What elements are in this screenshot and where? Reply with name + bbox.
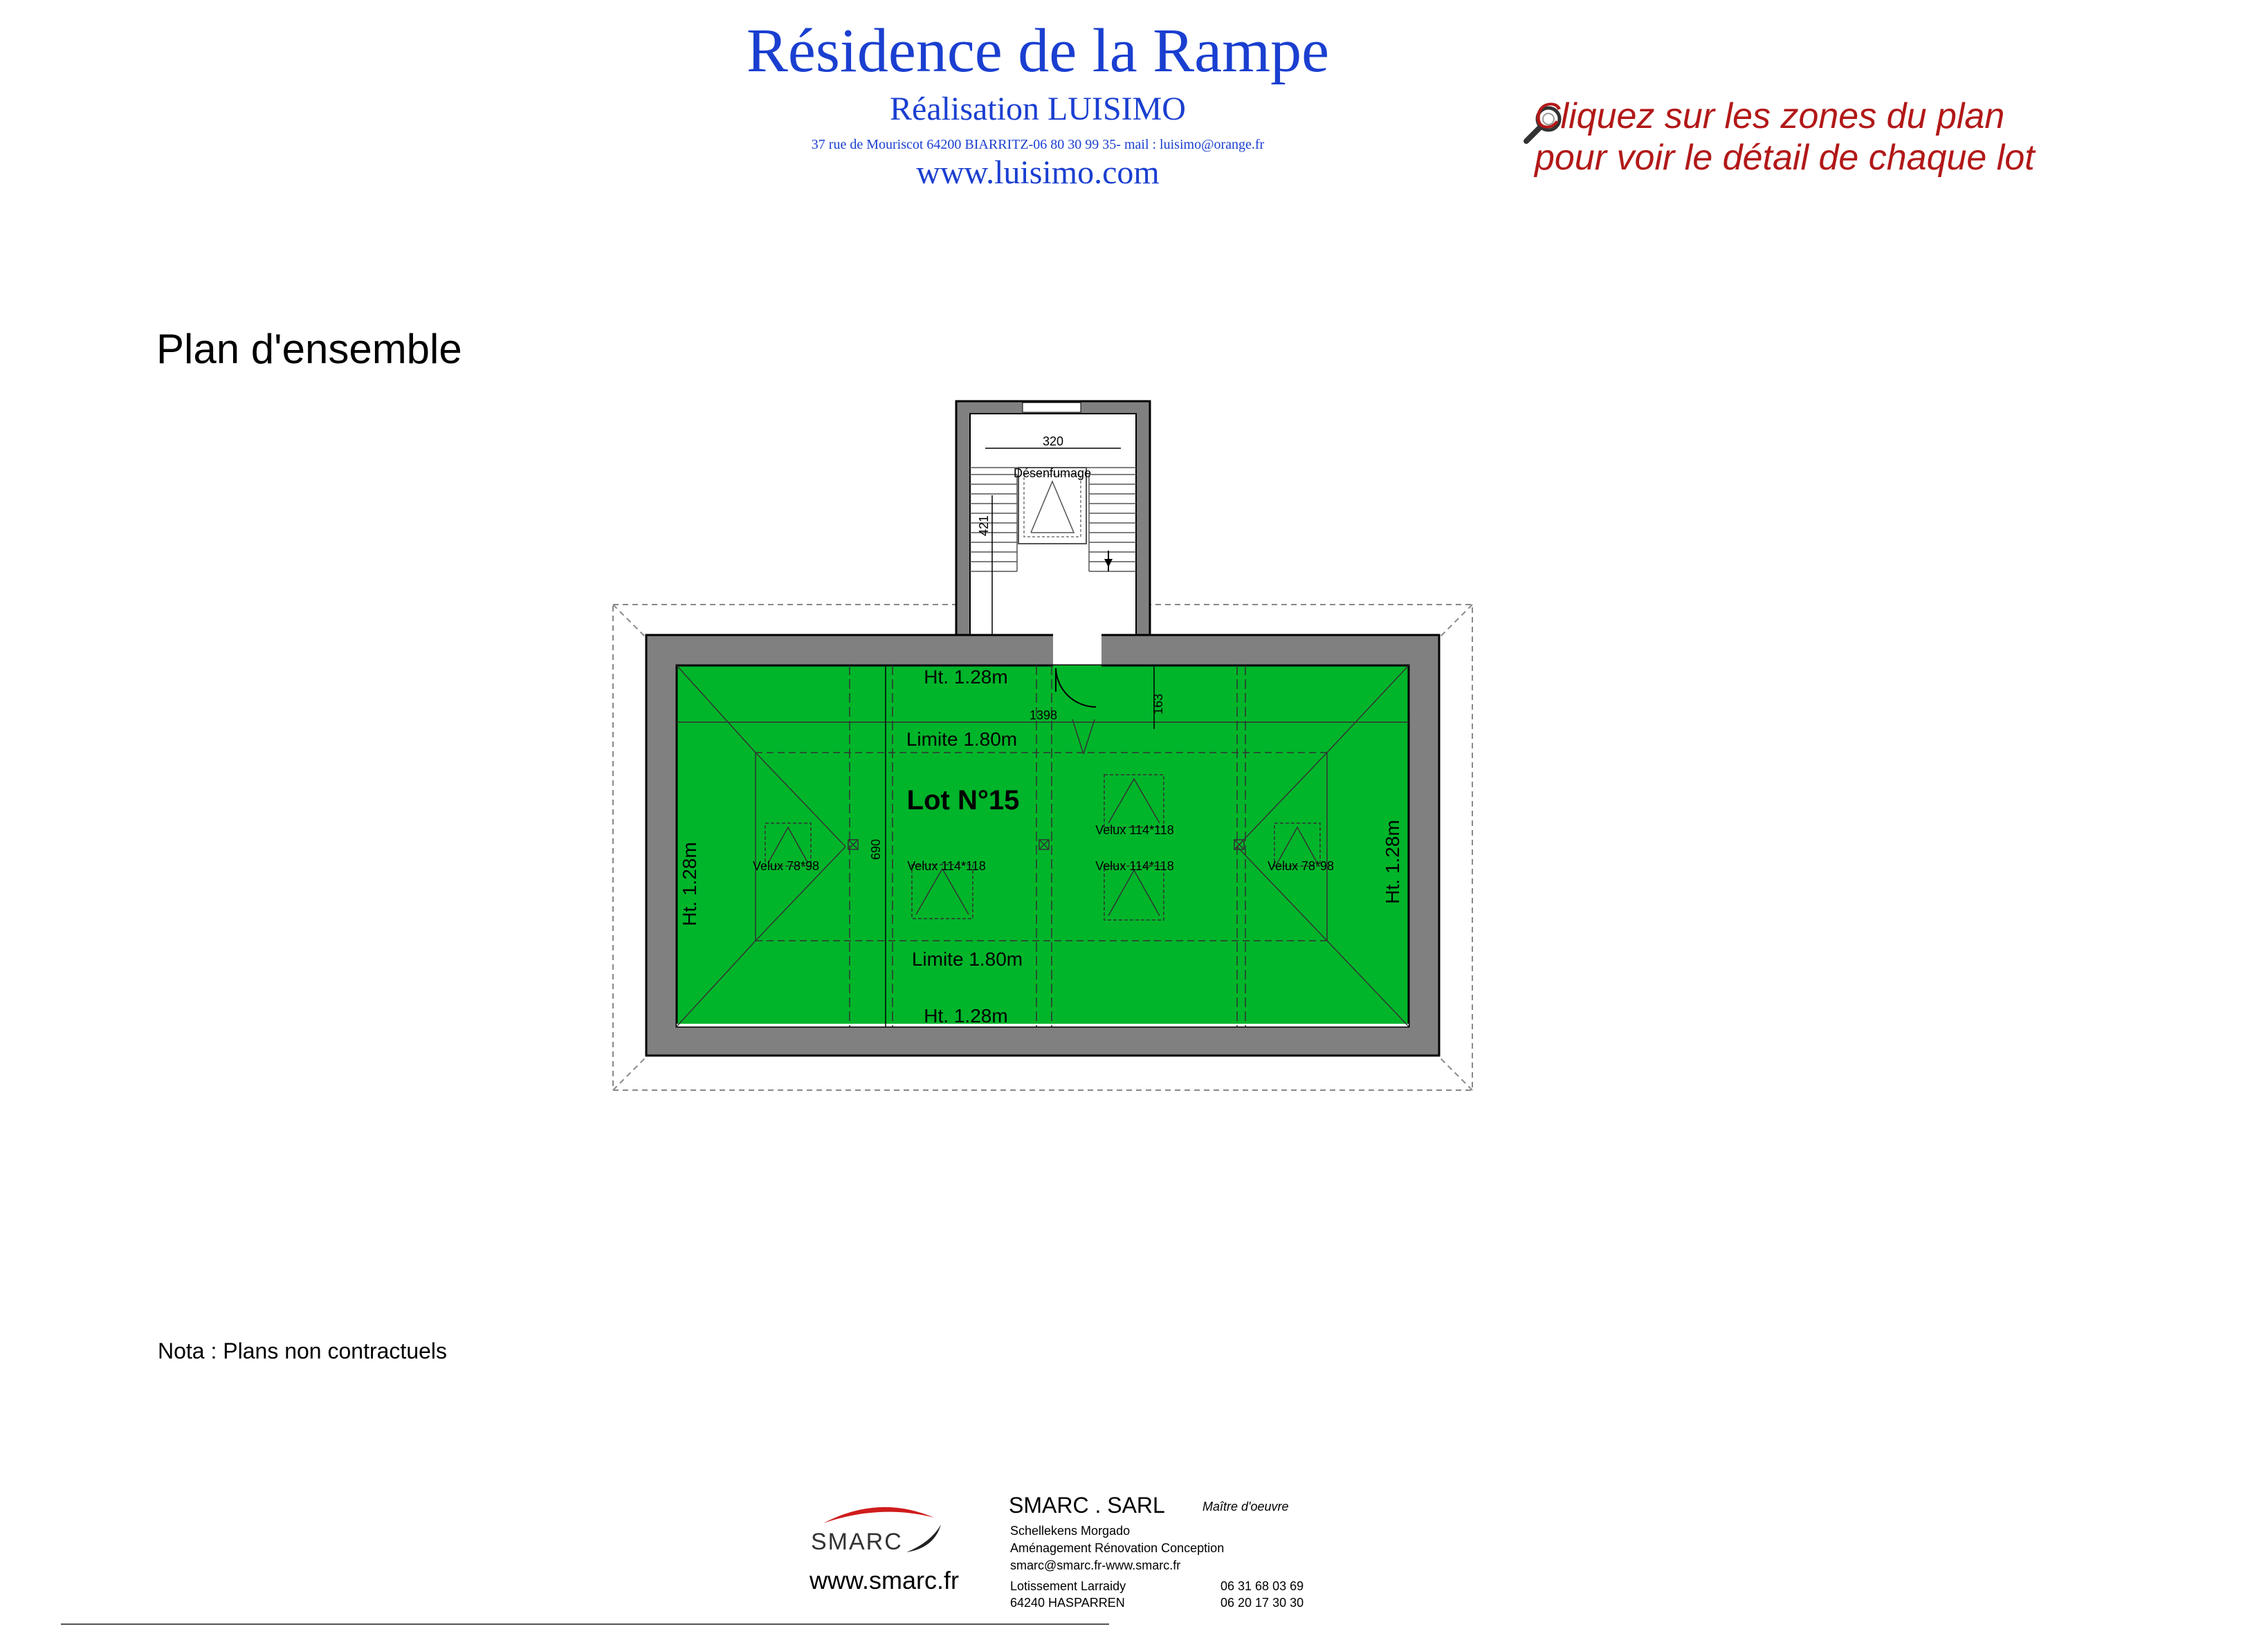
stair-depth-label: 421	[977, 515, 991, 537]
velux-label-right: Velux 78*98	[1267, 859, 1335, 873]
ht-label-left: Ht. 1.28m	[679, 842, 700, 926]
contact-address: 37 rue de Mouriscot 64200 BIARRITZ-06 80 30 99 35- mail : luisimo@orange.fr	[811, 137, 1265, 152]
velux-label-center-left: Velux 114*118	[907, 859, 986, 873]
company-address-line-1: Lotissement Larraidy	[1010, 1579, 1126, 1593]
page-title: Résidence de la Rampe	[746, 17, 1330, 85]
plan-title: Plan d'ensemble	[156, 326, 462, 372]
company-phone-1: 06 31 68 03 69	[1220, 1579, 1304, 1593]
velux-label-center-bottom: Velux 114*118	[1095, 859, 1174, 873]
company-phone-2: 06 20 17 30 30	[1220, 1596, 1304, 1610]
smarc-logo	[803, 1494, 955, 1570]
ht-label-top: Ht. 1.28m	[924, 666, 1008, 688]
company-email[interactable]: smarc@smarc.fr-www.smarc.fr	[1010, 1558, 1181, 1572]
website-link[interactable]: www.luisimo.com	[916, 154, 1160, 191]
dimension-depth-label: 690	[869, 838, 883, 860]
click-hint	[1535, 95, 2035, 178]
smarc-website-link[interactable]: www.smarc.fr	[810, 1566, 959, 1594]
svg-text:SMARC: SMARC	[811, 1529, 903, 1555]
dimension-width-label: 1398	[1029, 708, 1058, 722]
footer-divider	[61, 1623, 1109, 1625]
ht-label-right: Ht. 1.28m	[1382, 820, 1403, 904]
company-names: Schellekens Morgado	[1010, 1524, 1131, 1538]
lot-label[interactable]: Lot N°15	[906, 785, 1020, 816]
company-activity: Aménagement Rénovation Conception	[1010, 1541, 1225, 1555]
stair-width-label: 320	[1042, 434, 1064, 448]
limite-label-bottom: Limite 1.80m	[911, 948, 1023, 970]
company-address-line-2: 64240 HASPARREN	[1010, 1596, 1125, 1610]
company-role: Maître d'oeuvre	[1202, 1500, 1289, 1513]
dimension-163-label: 163	[1151, 693, 1165, 715]
company-name: SMARC . SARL	[1009, 1493, 1165, 1518]
hint-line-1: Cliquez sur les zones du plan	[1535, 96, 2005, 136]
ht-label-bottom: Ht. 1.28m	[924, 1005, 1008, 1027]
desenfumage-label: Désenfumage	[1013, 466, 1092, 480]
disclaimer-note: Nota : Plans non contractuels	[158, 1338, 448, 1363]
hint-line-2: pour voir le détail de chaque lot	[1535, 138, 2035, 178]
page-subtitle: Réalisation LUISIMO	[890, 91, 1186, 127]
floor-plan	[609, 394, 1481, 1100]
limite-label-top: Limite 1.80m	[906, 728, 1018, 750]
velux-label-left: Velux 78*98	[752, 859, 820, 873]
velux-label-center-top: Velux 114*118	[1095, 823, 1174, 837]
